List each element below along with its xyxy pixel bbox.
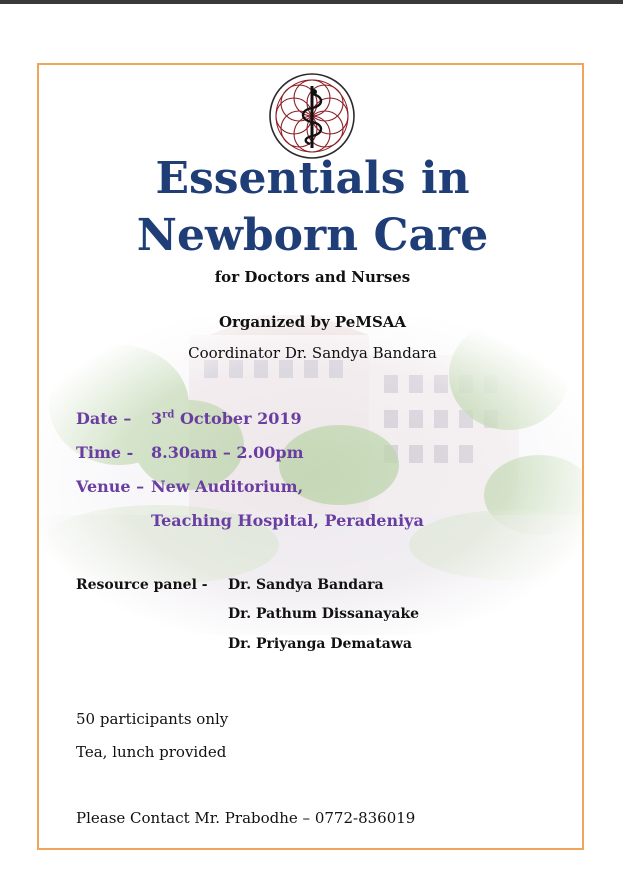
caduceus-emblem-icon	[268, 72, 356, 160]
poster-frame	[37, 63, 584, 850]
poster-title-line-1: Essentials in	[155, 153, 470, 204]
resource-person-3: Dr. Priyanga Dematawa	[228, 636, 412, 652]
contact-line: Please Contact Mr. Prabodhe – 0772-836019	[76, 809, 416, 827]
poster-subtitle: for Doctors and Nurses	[214, 268, 411, 286]
venue-line-2: Teaching Hospital, Peradeniya	[151, 511, 424, 530]
date-day: 3	[151, 409, 163, 428]
venue-label: Venue –	[76, 477, 145, 496]
venue-line-1: New Auditorium,	[151, 477, 304, 496]
provisions-note: Tea, lunch provided	[76, 743, 227, 761]
organizer-line: Organized by PeMSAA	[218, 313, 407, 331]
time-value: 8.30am – 2.00pm	[151, 443, 304, 462]
resource-person-1: Dr. Sandya Bandara	[228, 577, 384, 593]
participants-note: 50 participants only	[76, 710, 229, 728]
coordinator-line: Coordinator Dr. Sandya Bandara	[188, 344, 437, 362]
window-top-bar	[0, 0, 623, 4]
poster-title-line-2: Newborn Care	[136, 210, 489, 261]
date-ordinal-suffix: rd	[162, 409, 175, 421]
time-label: Time -	[76, 443, 134, 462]
resource-person-2: Dr. Pathum Dissanayake	[228, 606, 420, 622]
date-label: Date –	[76, 409, 132, 428]
date-value	[151, 409, 302, 428]
date-month-year: October 2019	[174, 409, 302, 428]
resource-panel-label: Resource panel -	[76, 577, 208, 593]
